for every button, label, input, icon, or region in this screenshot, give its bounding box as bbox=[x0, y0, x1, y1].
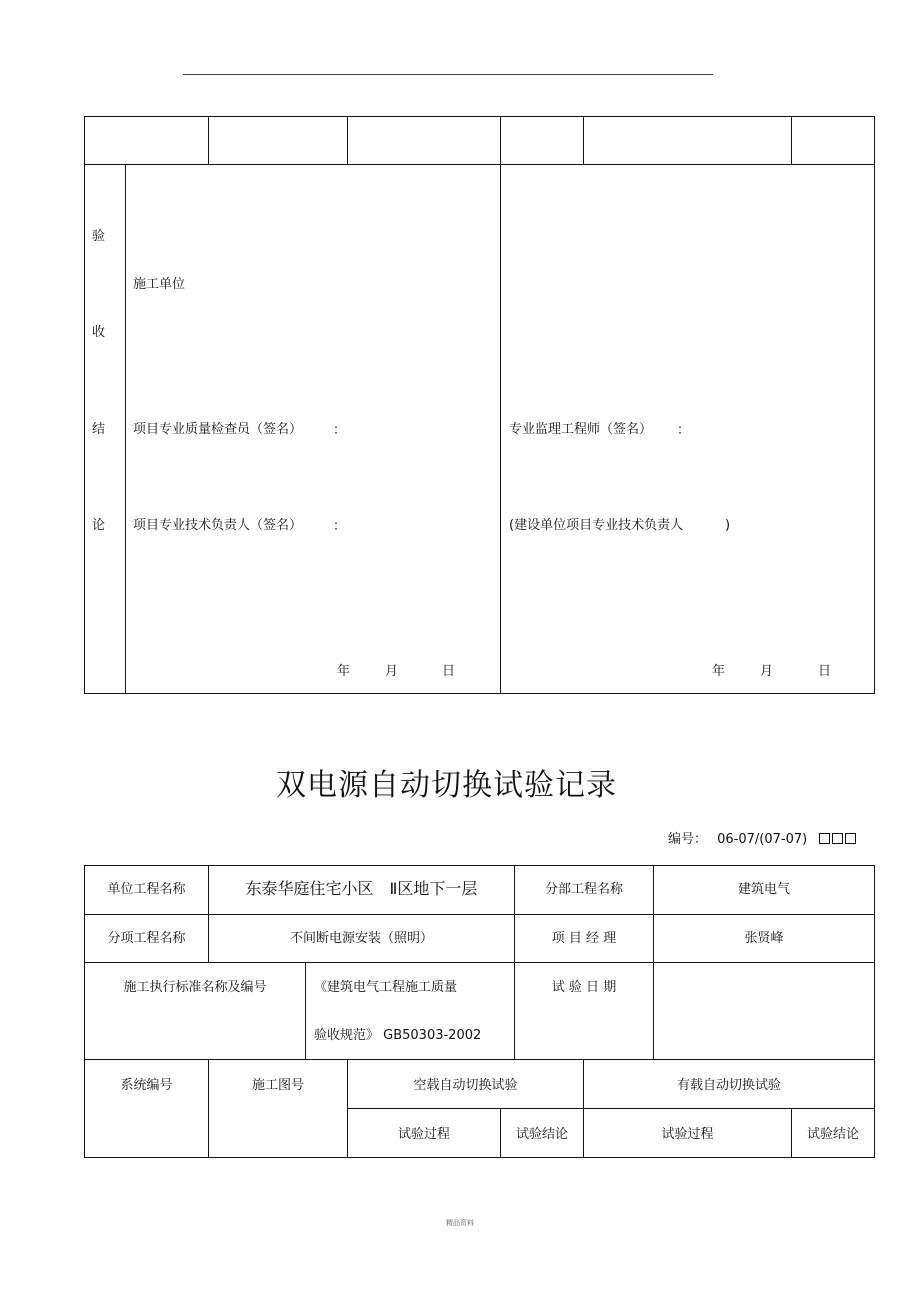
side-label-char-1: 验 bbox=[92, 229, 106, 244]
blank-cell-2 bbox=[209, 117, 347, 164]
quality-inspector-colon: ： bbox=[333, 423, 347, 438]
supervisor-label: 专业监理工程师（签名） bbox=[509, 422, 653, 437]
blank-cell-3 bbox=[348, 117, 500, 164]
record-code-label: 编号： bbox=[668, 832, 708, 847]
owner-rep-close: ) bbox=[725, 518, 731, 533]
side-label-char-4: 论 bbox=[92, 518, 106, 533]
side-label-char-2: 收 bbox=[92, 325, 106, 340]
unit-project-value: 东泰华庭住宅小区 Ⅱ区地下一层 bbox=[245, 879, 478, 898]
record-code-value: 06-07/(07-07) bbox=[717, 832, 808, 847]
tech-lead-colon: ： bbox=[333, 519, 347, 534]
no-load-conclusion-header: 试验结论 bbox=[515, 1127, 568, 1142]
load-test-header: 有载自动切换试验 bbox=[676, 1078, 781, 1093]
project-manager-label: 项 目 经 理 bbox=[551, 931, 617, 946]
no-load-test-header: 空载自动切换试验 bbox=[413, 1078, 518, 1093]
standard-value-line2: 验收规范》 GB50303-2002 bbox=[314, 1028, 482, 1043]
sub-project-value: 建筑电气 bbox=[737, 882, 790, 897]
owner-rep-label: (建设单位项目专业技术负责人 bbox=[509, 518, 684, 533]
checkbox-1[interactable] bbox=[819, 833, 830, 844]
side-label-char-3: 结 bbox=[92, 422, 106, 437]
right-date-year: 年 bbox=[712, 664, 726, 679]
blank-cell-6 bbox=[792, 117, 874, 164]
standard-label: 施工执行标准名称及编号 bbox=[123, 980, 267, 995]
project-manager-value: 张贤峰 bbox=[744, 931, 784, 946]
right-date-month: 月 bbox=[760, 664, 774, 679]
left-date-day: 日 bbox=[442, 664, 456, 679]
test-date-label: 试 验 日 期 bbox=[551, 980, 617, 995]
tech-lead-label: 项目专业技术负责人（签名） bbox=[133, 518, 303, 533]
sub-project-label: 分部工程名称 bbox=[544, 882, 623, 897]
load-process-header: 试验过程 bbox=[661, 1127, 714, 1142]
load-conclusion-header: 试验结论 bbox=[806, 1127, 859, 1142]
quality-inspector-label: 项目专业质量检查员（签名） bbox=[133, 422, 303, 437]
blank-cell-4 bbox=[501, 117, 583, 164]
drawing-no-header: 施工图号 bbox=[251, 1078, 304, 1093]
unit-project-label: 单位工程名称 bbox=[107, 882, 186, 897]
left-date-year: 年 bbox=[337, 664, 351, 679]
supervisor-colon: ： bbox=[677, 423, 691, 438]
construction-unit-label: 施工单位 bbox=[133, 277, 186, 292]
left-date-month: 月 bbox=[385, 664, 399, 679]
checkbox-3[interactable] bbox=[845, 833, 856, 844]
standard-value-line1: 《建筑电气工程施工质量 bbox=[314, 980, 458, 995]
item-project-value: 不间断电源安装（照明） bbox=[289, 931, 433, 946]
no-load-process-header: 试验过程 bbox=[397, 1127, 450, 1142]
page-footer: 精品资料 bbox=[446, 1219, 474, 1227]
record-code bbox=[668, 832, 856, 848]
blank-cell-5 bbox=[584, 117, 791, 164]
record-title: 双电源自动切换试验记录 bbox=[276, 768, 617, 803]
right-date-day: 日 bbox=[818, 664, 832, 679]
item-project-label: 分项工程名称 bbox=[107, 931, 186, 946]
page-top-rule bbox=[183, 74, 713, 75]
test-date-value[interactable] bbox=[660, 980, 870, 996]
blank-cell-1 bbox=[85, 117, 208, 164]
checkbox-2[interactable] bbox=[832, 833, 843, 844]
system-no-header: 系统编号 bbox=[120, 1078, 173, 1093]
